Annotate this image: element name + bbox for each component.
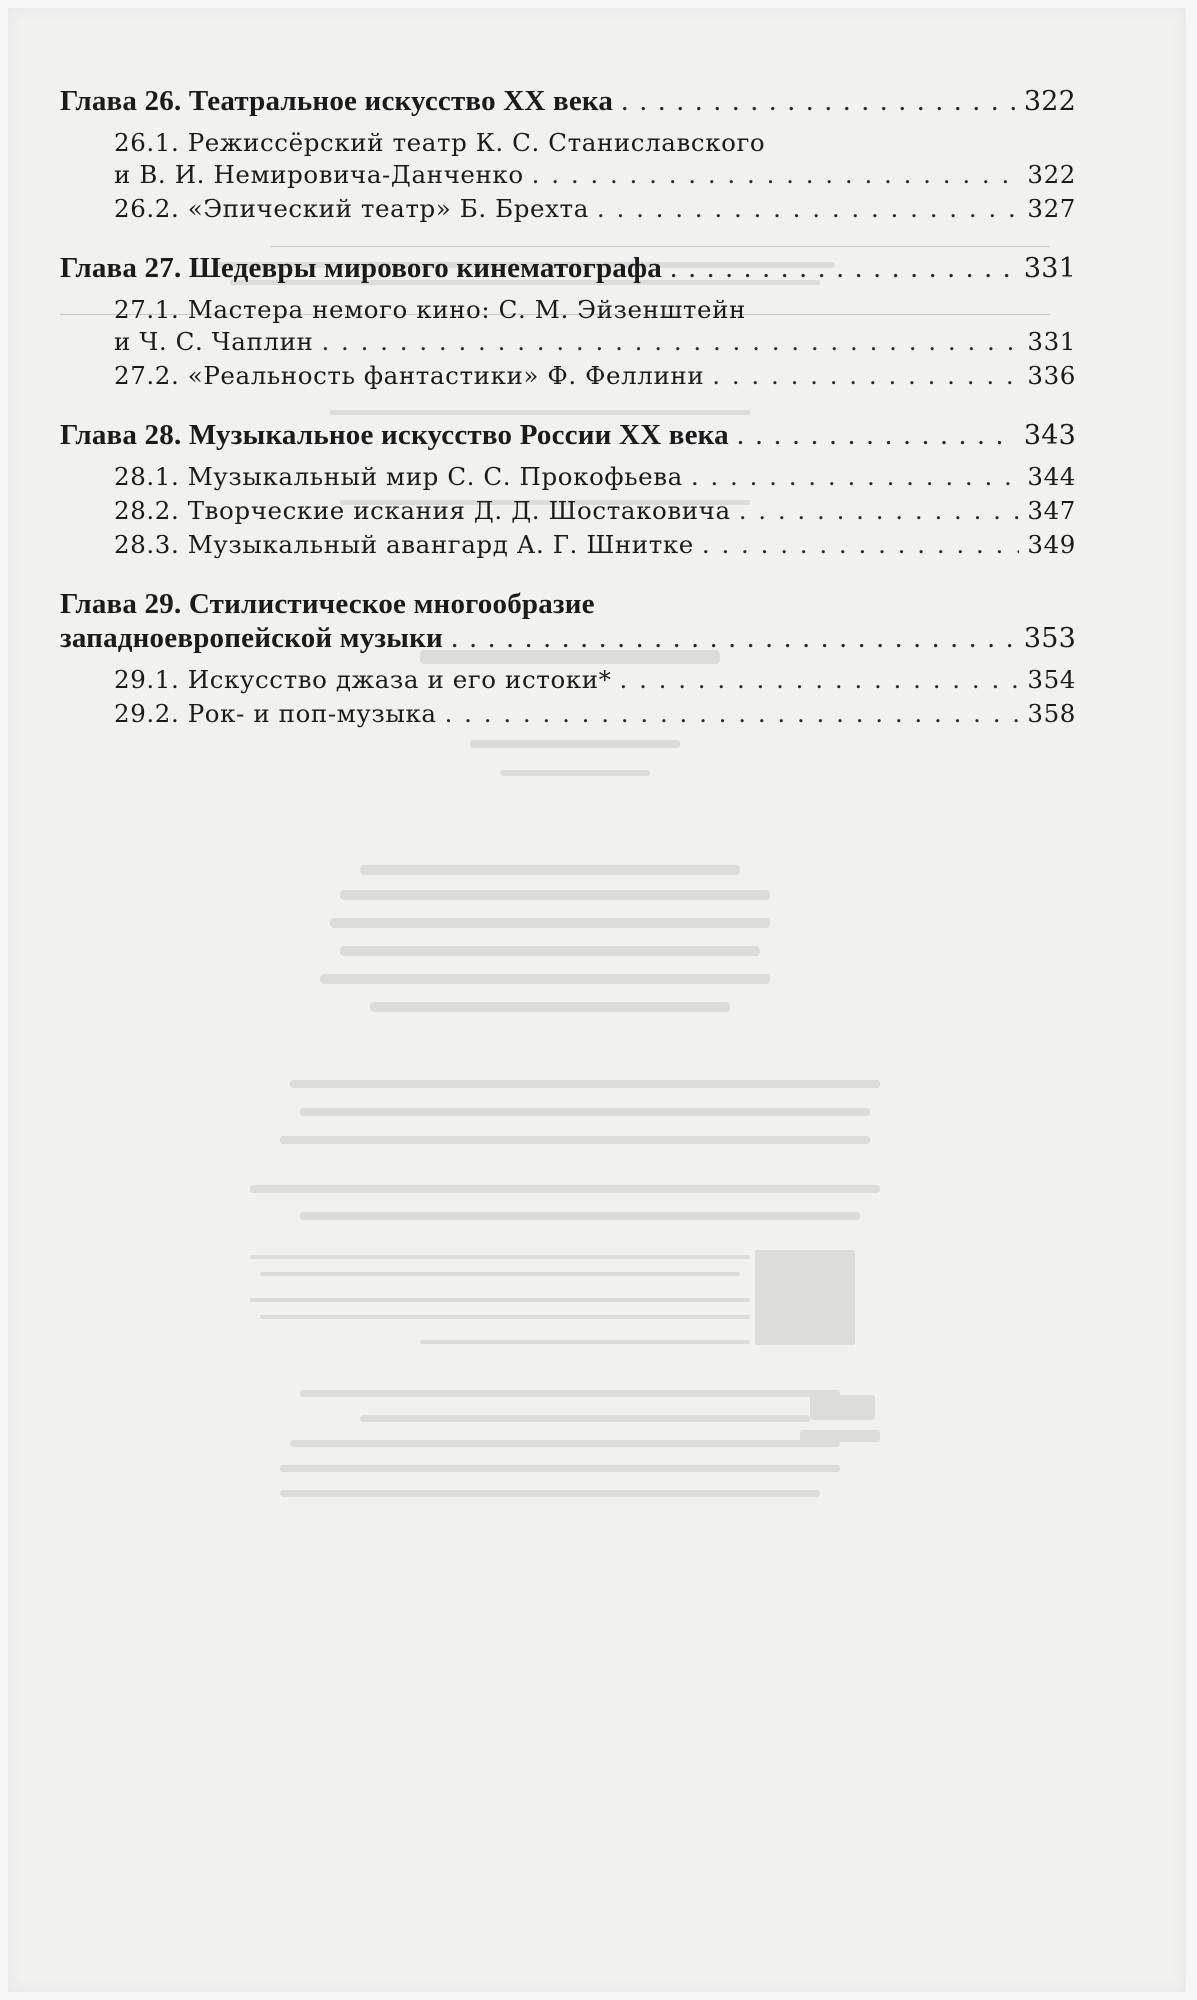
section-27-2 (114, 360, 1076, 392)
section-28-2-page-number: 347 (1027, 496, 1076, 525)
dot-leader (451, 621, 1016, 655)
section-29-1-row (114, 664, 1076, 696)
dot-leader (597, 193, 1020, 225)
section-27-1-title-line-1: 27.1. Мастера немого кино: С. М. Эйзенштейн (114, 295, 746, 324)
chapter-29-title-row (60, 621, 1076, 656)
section-26-1-title-line-2: и В. И. Немировича-Данченко (114, 160, 524, 189)
dot-leader (532, 159, 1020, 191)
chapter-26-sections (60, 127, 1076, 225)
dot-leader (670, 251, 1016, 285)
chapter-26-page-number: 322 (1023, 86, 1076, 117)
chapter-29-heading (60, 587, 1076, 656)
chapter-29-sections (60, 664, 1076, 730)
section-26-2-title: 26.2. «Эпический театр» Б. Брехта (114, 194, 589, 223)
section-28-3-page-number: 349 (1027, 530, 1076, 559)
chapter-27 (60, 251, 1076, 392)
section-28-1-title: 28.1. Музыкальный мир С. С. Прокофьева (114, 462, 683, 491)
chapter-27-title-row (60, 251, 1076, 286)
section-28-3-row (114, 529, 1076, 561)
dot-leader (691, 461, 1020, 493)
dot-leader (712, 360, 1019, 392)
section-26-1-row (114, 159, 1076, 191)
section-27-2-title: 27.2. «Реальность фантастики» Ф. Феллини (114, 361, 705, 390)
chapter-26 (60, 84, 1076, 225)
dot-leader (621, 84, 1016, 118)
section-26-2-row (114, 193, 1076, 225)
chapter-26-heading (60, 84, 1076, 119)
section-29-2 (114, 698, 1076, 730)
dot-leader (739, 495, 1020, 527)
section-27-2-row (114, 360, 1076, 392)
section-27-1 (114, 294, 1076, 358)
section-28-3-title: 28.3. Музыкальный авангард А. Г. Шнитке (114, 530, 694, 559)
section-28-1 (114, 461, 1076, 493)
section-28-1-row (114, 461, 1076, 493)
chapter-27-page-number: 331 (1023, 253, 1076, 284)
chapter-26-title-row (60, 84, 1076, 119)
chapter-27-sections (60, 294, 1076, 392)
chapter-29 (60, 587, 1076, 730)
dot-leader (620, 664, 1020, 696)
chapter-28-sections (60, 461, 1076, 561)
section-29-1-page-number: 354 (1027, 665, 1076, 694)
chapter-27-title: Глава 27. Шедевры мирового кинематографа (60, 252, 662, 284)
chapter-26-title: Глава 26. Театральное искусство XX века (60, 85, 614, 117)
chapter-29-page-number: 353 (1023, 623, 1076, 654)
section-26-2-page-number: 327 (1027, 194, 1076, 223)
section-28-2-row (114, 495, 1076, 527)
chapter-27-heading (60, 251, 1076, 286)
dot-leader (445, 698, 1020, 730)
chapter-29-title-line-1: Глава 29. Стилистическое многообразие (60, 588, 595, 620)
chapter-28-title-row (60, 418, 1076, 453)
section-27-1-title-line-2: и Ч. С. Чаплин (114, 327, 314, 356)
section-29-1 (114, 664, 1076, 696)
section-26-2 (114, 193, 1076, 225)
section-27-2-page-number: 336 (1027, 361, 1076, 390)
chapter-29-title-line-2: западноевропейской музыки (60, 622, 443, 654)
chapter-28-heading (60, 418, 1076, 453)
dot-leader (321, 326, 1019, 358)
chapter-28-page-number: 343 (1023, 420, 1076, 451)
section-28-1-page-number: 344 (1027, 462, 1076, 491)
section-26-1 (114, 127, 1076, 191)
section-28-3 (114, 529, 1076, 561)
section-26-1-title-line-1: 26.1. Режиссёрский театр К. С. Станиславского (114, 128, 766, 157)
dot-leader (737, 418, 1016, 452)
section-29-2-row (114, 698, 1076, 730)
chapter-28 (60, 418, 1076, 561)
section-29-1-title: 29.1. Искусство джаза и его истоки* (114, 665, 612, 694)
section-29-2-title: 29.2. Рок- и поп-музыка (114, 699, 437, 728)
dot-leader (702, 529, 1020, 561)
section-28-2-title: 28.2. Творческие искания Д. Д. Шостаковича (114, 496, 731, 525)
table-of-contents (60, 84, 1076, 756)
section-27-1-row (114, 326, 1076, 358)
section-29-2-page-number: 358 (1027, 699, 1076, 728)
section-28-2 (114, 495, 1076, 527)
chapter-28-title: Глава 28. Музыкальное искусство России XX века (60, 419, 729, 451)
section-26-1-page-number: 322 (1027, 160, 1076, 189)
section-27-1-page-number: 331 (1027, 327, 1076, 356)
